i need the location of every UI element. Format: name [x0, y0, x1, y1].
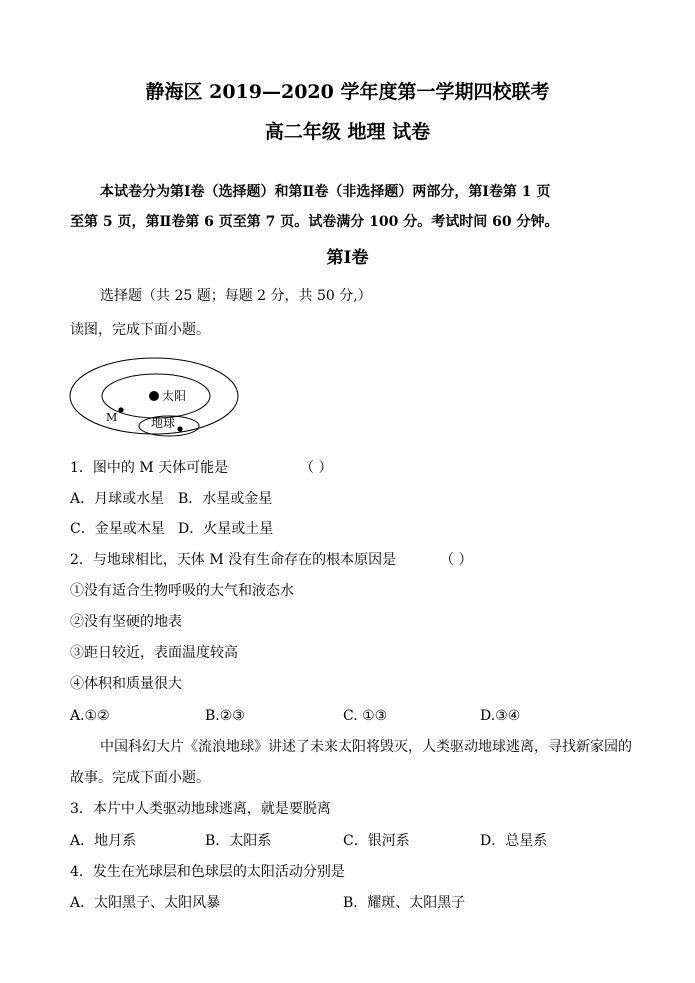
q3-option-b: B．太阳系	[205, 833, 272, 849]
intro-line-2: 至第 5 页，第Ⅱ卷第 6 页至第 7 页。试卷满分 100 分。考试时间 60 分钟。	[70, 214, 559, 230]
q2-statement-1: ①没有适合生物呼吸的大气和液态水	[70, 583, 294, 599]
q4-option-b: B．耀斑、太阳黑子	[343, 895, 466, 911]
read-prompt: 读图，完成下面小题。	[70, 322, 210, 338]
section-title: 第Ⅰ卷	[326, 248, 369, 268]
q2-option-c: C. ①③	[343, 708, 388, 724]
q1-option-b: B．水星或金星	[178, 491, 273, 507]
passage-line-1: 中国科幻大片《流浪地球》讲述了未来太阳将毁灭，人类驱动地球逃离，寻找新家园的	[100, 739, 632, 755]
q4-stem: 4．发生在光球层和色球层的太阳活动分别是	[70, 864, 345, 880]
q4-option-a: A．太阳黑子、太阳风暴	[70, 895, 221, 911]
q2-statement-4: ④体积和质量很大	[70, 676, 182, 692]
intro-line-1: 本试卷分为第Ⅰ卷（选择题）和第Ⅱ卷（非选择题）两部分，第Ⅰ卷第 1 页	[100, 184, 551, 200]
section-instructions: 选择题（共 25 题；每题 2 分，共 50 分,）	[100, 288, 372, 304]
q1-option-d: D．火星或土星	[178, 521, 274, 537]
q3-option-a: A．地月系	[70, 833, 137, 849]
m-dot	[118, 407, 123, 412]
sun-label: 太阳	[162, 389, 187, 403]
q1-option-a: A．月球或水星	[70, 491, 165, 507]
q2-answer-paren: （ ）	[440, 552, 473, 568]
earth-label: 地球	[151, 416, 176, 430]
q1-answer-paren: （ ）	[300, 460, 333, 476]
q2-option-d: D.③④	[480, 708, 521, 724]
m-label: M	[106, 411, 118, 424]
q3-option-c: C．银河系	[343, 833, 410, 849]
q3-option-d: D．总星系	[480, 833, 548, 849]
q2-statement-2: ②没有坚硬的地表	[70, 614, 182, 630]
exam-subtitle: 高二年级 地理 试卷	[264, 121, 431, 143]
q3-stem: 3．本片中人类驱动地球逃离，就是要脱离	[70, 801, 331, 817]
q1-option-c: C．金星或木星	[70, 521, 165, 537]
sun-dot	[149, 391, 159, 401]
q2-option-b: B.②③	[205, 708, 245, 724]
exam-title: 静海区 2019—2020 学年度第一学期四校联考	[145, 81, 550, 103]
q1-stem: 1．图中的 M 天体可能是	[70, 460, 229, 476]
passage-line-2: 故事。完成下面小题。	[70, 770, 210, 786]
earth-dot	[177, 426, 182, 431]
q2-option-a: A.①②	[70, 708, 110, 724]
q2-statement-3: ③距日较近，表面温度较高	[70, 645, 238, 661]
orbit-diagram	[60, 350, 250, 446]
q2-stem: 2．与地球相比，天体 M 没有生命存在的根本原因是	[70, 552, 397, 568]
